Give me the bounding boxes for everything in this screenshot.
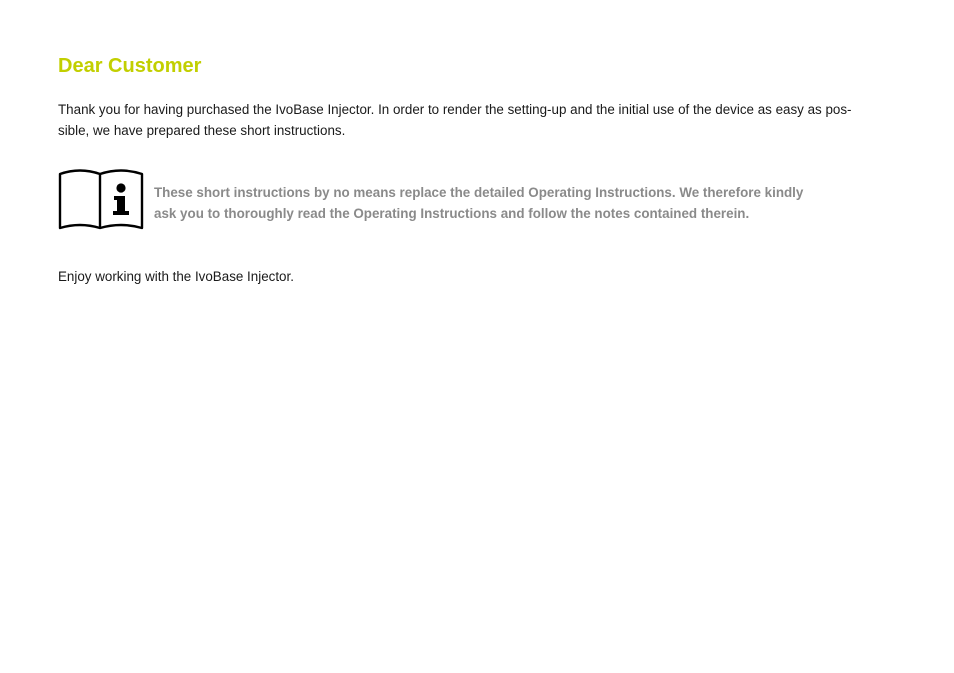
intro-paragraph: [58, 99, 888, 141]
info-manual-icon: [58, 166, 144, 232]
page-title: Dear Customer: [58, 55, 202, 77]
notice-line-1: These short instructions by no means replace the detailed Operating Instructions. We therefore kindly: [154, 185, 804, 200]
notice-line-2: ask you to thoroughly read the Operating Instructions and follow the notes contained therein.: [154, 206, 750, 221]
intro-line-2: sible, we have prepared these short instructions.: [58, 123, 346, 138]
intro-line-1: Thank you for having purchased the IvoBase Injector. In order to render the setting-up and the initial use of the device as easy as pos-: [58, 102, 852, 117]
notice-text: [154, 182, 803, 224]
notice-block: [58, 166, 878, 232]
closing-line: Enjoy working with the IvoBase Injector.: [58, 269, 294, 284]
